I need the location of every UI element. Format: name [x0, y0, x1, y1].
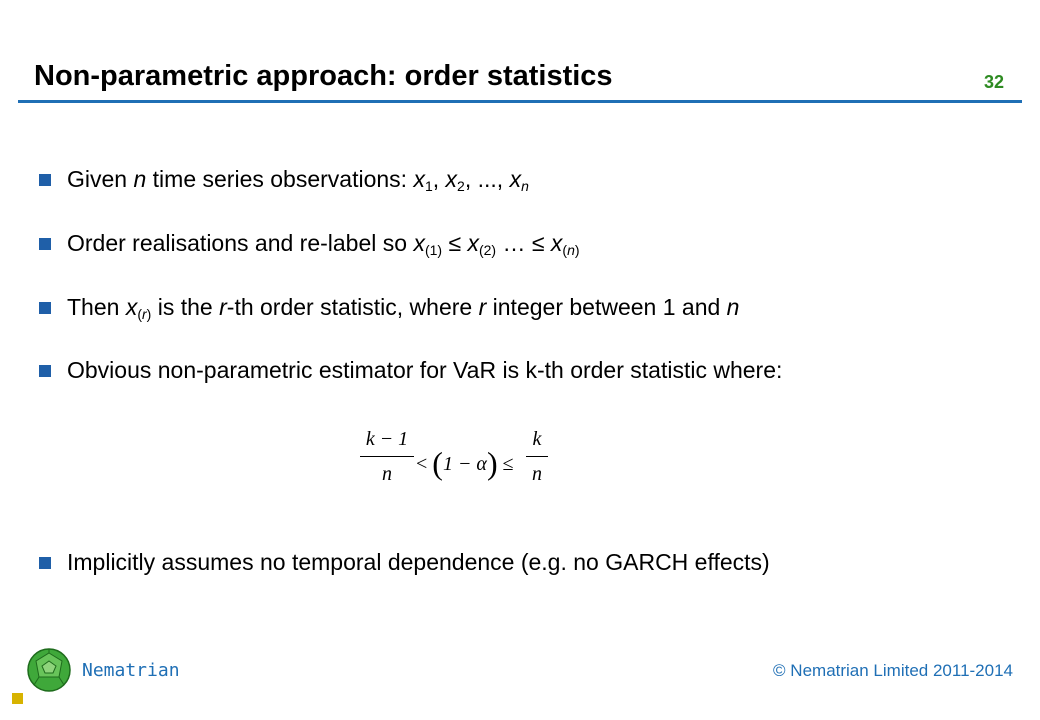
slide-title: Non-parametric approach: order statistics [34, 60, 613, 92]
nematrian-logo-icon [26, 647, 72, 693]
less-equal-symbol: ≤ [502, 453, 514, 475]
formula-middle [416, 445, 514, 482]
bullet-square-icon [39, 238, 51, 250]
fraction-numerator: k − 1 [365, 428, 409, 450]
fraction-right [526, 426, 548, 487]
bullet-text: Order realisations and re-label so $x_{(1)} \le x_{(2)}$ … ≤ $x_{(n)}$ [67, 230, 580, 258]
bullet-text: Implicitly assumes no temporal dependence (e.g. no GARCH effects) [67, 549, 770, 575]
var-order-statistic-formula [360, 426, 560, 496]
bullet-square-icon [39, 557, 51, 569]
bullet-square-icon [39, 302, 51, 314]
fraction-bar [526, 456, 548, 457]
logo-accent-square [12, 693, 23, 704]
footer-copyright: © Nematrian Limited 2011-2014 [773, 661, 1013, 680]
fraction-denominator: n [532, 463, 542, 485]
bullet-text: Obvious non-parametric estimator for VaR is k-th order statistic where: [67, 357, 783, 383]
title-divider [18, 100, 1022, 103]
one-minus-alpha: 1 − α [442, 453, 487, 475]
bullet-text: Given n time series observations: $x_1$, $x_2$, ..., $x_n$ [67, 166, 529, 194]
bullet-text: Then $x_{(r)}$ is the r-th order statistic, where r integer between 1 and n [67, 294, 740, 322]
fraction-numerator: k [532, 428, 542, 450]
footer-brand: Nematrian [82, 660, 180, 681]
fraction-left [360, 426, 414, 487]
bullet-square-icon [39, 365, 51, 377]
slide-number: 32 [984, 72, 1005, 92]
fraction-denominator: n [382, 463, 392, 485]
bullet-square-icon [39, 174, 51, 186]
open-paren: ( [432, 445, 443, 481]
fraction-bar [360, 456, 414, 457]
close-paren: ) [486, 445, 498, 481]
less-than-symbol: < [416, 453, 428, 475]
